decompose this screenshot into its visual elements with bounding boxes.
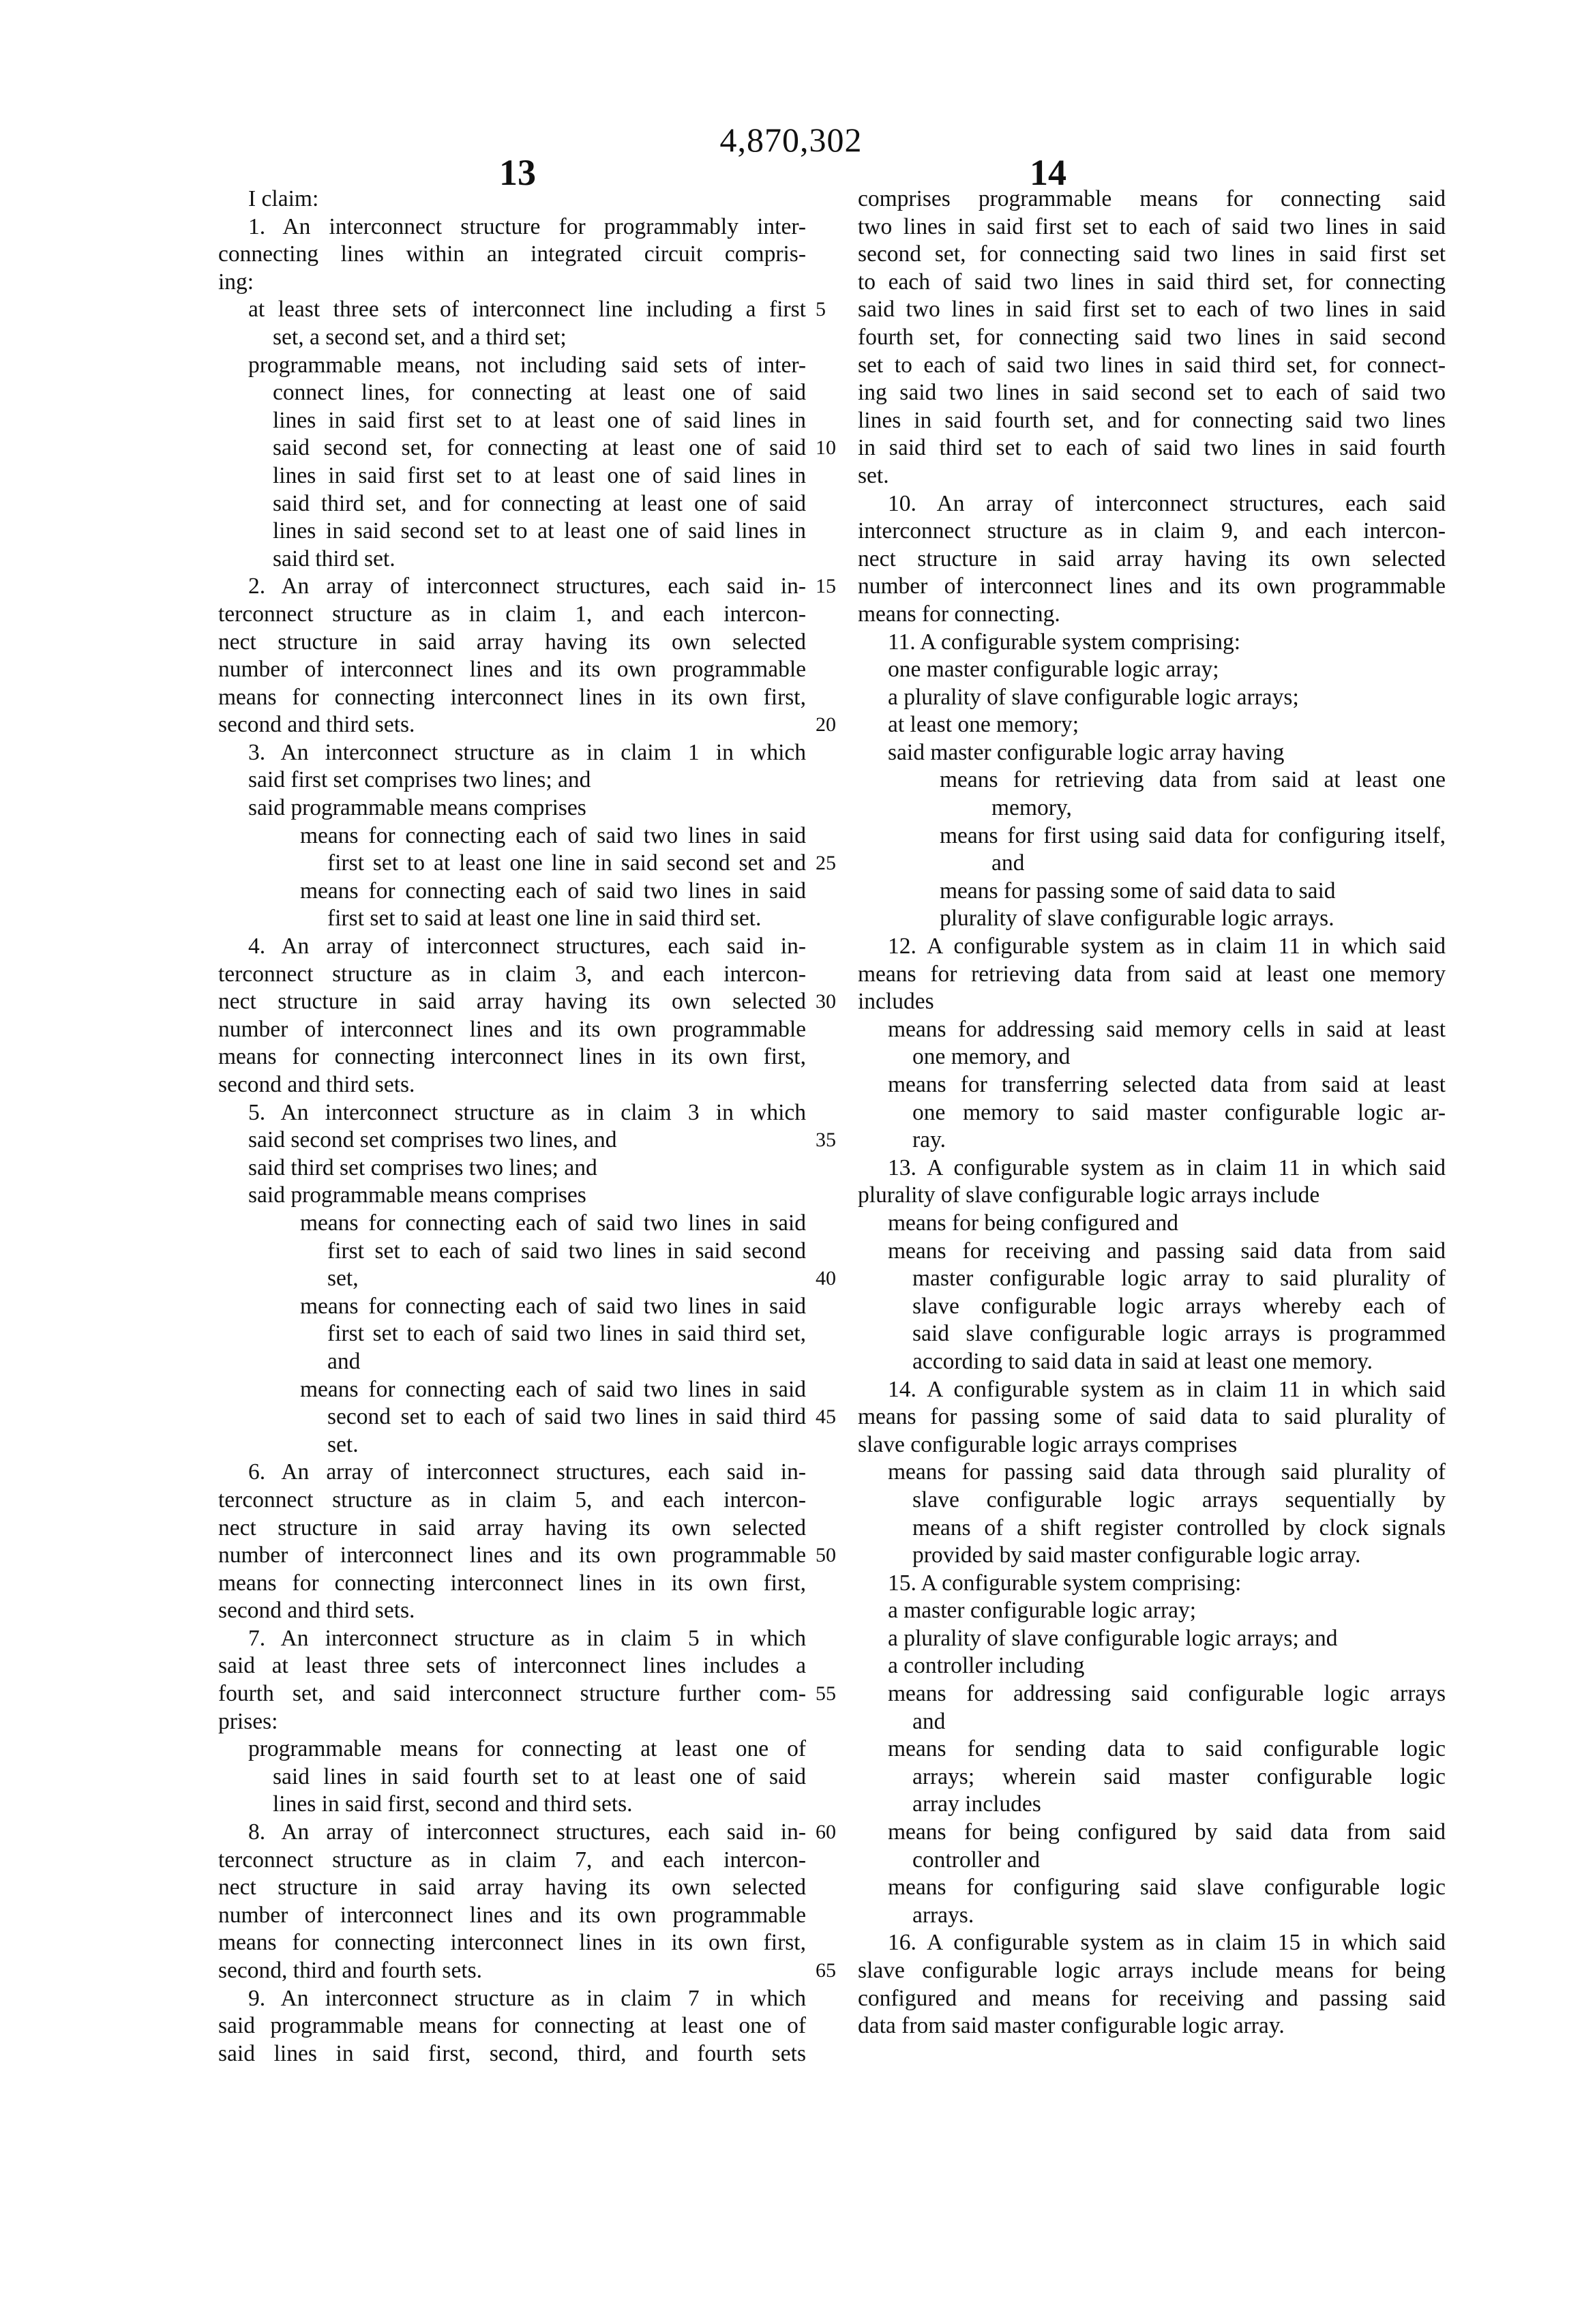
left-claims-column [218,185,806,2068]
text-line: set. [858,462,889,488]
text-line: a controller including [888,1653,1085,1679]
patent-number: 4,870,302 [719,121,863,159]
line-number: 60 [816,1821,836,1844]
text-line: 10. An array of interconnect structures, each said [888,490,1446,516]
text-line: said slave configurable logic arrays is programmed [912,1321,1446,1347]
text-line: 6. An array of interconnect structures, each said in- [248,1459,806,1485]
text-line: lines in said fourth set, and for connecting said two lines [858,407,1446,433]
text-line: 3. An interconnect structure as in claim 1 in which [248,739,806,765]
text-line: second and third sets. [218,1598,415,1624]
text-line: and [991,850,1025,876]
text-line: number of interconnect lines and its own programmable [218,657,806,683]
text-line: terconnect structure as in claim 1, and each intercon- [218,601,806,627]
text-line: interconnect structure as in claim 9, and each intercon- [858,518,1446,544]
text-line: programmable means for connecting at least one of [248,1736,806,1762]
line-number: 25 [816,852,836,875]
text-line: means of a shift register controlled by clock signals [912,1515,1446,1540]
line-number: 30 [816,990,836,1013]
text-line: set to each of said two lines in said third set, for connect- [858,352,1446,378]
text-line: said programmable means comprises [248,1182,586,1208]
text-line: means for first using said data for configuring itself, [940,822,1446,848]
text-line: ing: [218,269,254,295]
text-line: 11. A configurable system comprising: [888,629,1241,655]
text-line: arrays; wherein said master configurable logic [912,1763,1446,1789]
line-number: 55 [816,1682,836,1705]
text-line: 8. An array of interconnect structures, each said in- [248,1819,806,1845]
text-line: means for passing said data through said plurality of [888,1459,1446,1485]
text-line: fourth set, for connecting said two lines in said second [858,324,1446,350]
text-line: a master configurable logic array; [888,1598,1197,1624]
text-line: means for connecting each of said two lines in said [300,1293,806,1319]
text-line: 7. An interconnect structure as in claim 5 in which [248,1625,806,1651]
text-line: slave configurable logic arrays include means for being [858,1958,1446,1983]
text-line: number of interconnect lines and its own programmable [218,1543,806,1568]
text-line: a plurality of slave configurable logic arrays; and [888,1625,1338,1651]
text-line: data from said master configurable logic array. [858,2013,1285,2039]
text-line: said master configurable logic array having [888,739,1285,765]
text-line: one memory, and [912,1044,1071,1070]
text-line: second and third sets. [218,712,415,738]
text-line: plurality of slave configurable logic arrays include [858,1182,1320,1208]
text-line: ing said two lines in said second set to each of said two [858,380,1446,406]
text-line: comprises programmable means for connecting said [858,186,1446,211]
text-line: lines in said first set to at least one of said lines in [273,462,806,488]
text-line: first set to each of said two lines in said third set, [327,1321,806,1347]
right-page-number: 14 [1030,152,1066,193]
text-line: to each of said two lines in said third set, for connecting [858,269,1446,295]
text-line: memory, [991,795,1072,821]
text-line: I claim: [248,186,319,211]
text-line: 12. A configurable system as in claim 11 in which said [888,934,1446,959]
text-line: plurality of slave configurable logic arrays. [940,906,1334,932]
text-line: second and third sets. [218,1072,415,1097]
text-line: means for addressing said configurable logic arrays [888,1681,1446,1707]
text-line: arrays. [912,1902,974,1928]
line-number: 65 [816,1959,836,1982]
text-line: first set to said at least one line in said third set. [327,906,762,932]
text-line: means for connecting interconnect lines in its own first, [218,1930,806,1956]
text-line: set, a second set, and a third set; [273,324,567,350]
text-line: said second set, for connecting at least one of said [273,435,806,461]
text-line: said at least three sets of interconnect lines includes a [218,1653,806,1679]
text-line: said third set. [273,546,395,571]
text-line: said programmable means for connecting at least one of [218,2013,806,2039]
text-line: second set to each of said two lines in said third [327,1404,806,1430]
line-number: 45 [816,1405,836,1429]
text-line: includes [858,989,934,1015]
text-line: first set to at least one line in said second set and [327,850,806,876]
text-line: number of interconnect lines and its own programmable [218,1902,806,1928]
text-line: ray. [912,1127,946,1153]
line-number: 10 [816,436,836,460]
text-line: said third set comprises two lines; and [248,1154,597,1180]
text-line: a plurality of slave configurable logic arrays; [888,684,1299,710]
text-line: means for sending data to said configurable logic [888,1736,1446,1762]
text-line: means for retrieving data from said at least one [940,767,1446,793]
text-line: at least one memory; [888,712,1079,738]
text-line: set. [327,1431,359,1457]
line-number: 40 [816,1267,836,1290]
text-line: means for connecting. [858,601,1060,627]
text-line: set, [327,1266,359,1292]
text-line: said two lines in said first set to each of two lines in said [858,297,1446,323]
text-line: configured and means for receiving and passing said [858,1985,1446,2011]
text-line: terconnect structure as in claim 3, and each intercon- [218,961,806,987]
text-line: and [327,1348,361,1374]
text-line: said second set comprises two lines, and [248,1127,617,1153]
text-line: means for configuring said slave configurable logic [888,1875,1446,1901]
text-line: said lines in said first, second, third, and fourth sets [218,2040,806,2066]
text-line: and [912,1708,946,1734]
text-line: means for addressing said memory cells in said at least [888,1016,1446,1042]
text-line: means for passing some of said data to said [940,878,1336,904]
text-line: slave configurable logic arrays whereby each of [912,1293,1446,1319]
text-line: nect structure in said array having its own selected [858,546,1446,571]
text-line: connect lines, for connecting at least one of said [273,380,806,406]
text-line: said first set comprises two lines; and [248,767,591,793]
text-line: lines in said second set to at least one of said lines in [273,518,806,544]
text-line: nect structure in said array having its own selected [218,629,806,655]
text-line: 4. An array of interconnect structures, each said in- [248,934,806,959]
text-line: said lines in said fourth set to at least one of said [273,1763,806,1789]
text-line: first set to each of said two lines in said second [327,1238,806,1264]
text-line: means for connecting each of said two lines in said [300,822,806,848]
text-line: array includes [912,1791,1041,1817]
text-line: 16. A configurable system as in claim 15 in which said [888,1930,1446,1956]
text-line: number of interconnect lines and its own programmable [218,1016,806,1042]
text-line: connecting lines within an integrated circuit compris- [218,241,806,267]
text-line: means for connecting each of said two lines in said [300,1376,806,1402]
text-line: nect structure in said array having its own selected [218,1515,806,1540]
text-line: slave configurable logic arrays sequentially by [912,1487,1446,1513]
text-line: means for passing some of said data to said plurality of [858,1404,1446,1430]
text-line: 13. A configurable system as in claim 11 in which said [888,1154,1446,1180]
text-line: terconnect structure as in claim 5, and each intercon- [218,1487,806,1513]
left-page-number: 13 [499,152,536,193]
text-line: 14. A configurable system as in claim 11 in which said [888,1376,1446,1402]
text-line: fourth set, and said interconnect structure further com- [218,1681,806,1707]
text-line: 9. An interconnect structure as in claim 7 in which [248,1985,806,2011]
text-line: 2. An array of interconnect structures, each said in- [248,573,806,599]
text-line: lines in said first, second and third sets. [273,1791,633,1817]
text-line: number of interconnect lines and its own programmable [858,573,1446,599]
text-line: means for being configured by said data from said [888,1819,1446,1845]
text-line: lines in said first set to at least one of said lines in [273,407,806,433]
text-line: at least three sets of interconnect line including a first [248,297,806,323]
text-line: terconnect structure as in claim 7, and each intercon- [218,1847,806,1873]
text-line: one memory to said master configurable logic ar- [912,1099,1446,1125]
text-line: means for retrieving data from said at least one memory [858,961,1446,987]
text-line: 15. A configurable system comprising: [888,1570,1242,1596]
text-line: 5. An interconnect structure as in claim 3 in which [248,1099,806,1125]
line-number: 50 [816,1544,836,1567]
line-number: 5 [816,298,826,321]
text-line: controller and [912,1847,1040,1873]
line-number: 20 [816,713,836,736]
text-line: one master configurable logic array; [888,657,1219,683]
text-line: master configurable logic array to said plurality of [912,1266,1446,1292]
text-line: programmable means, not including said sets of inter- [248,352,806,378]
text-line: second set, for connecting said two lines in said first set [858,241,1446,267]
text-line: means for connecting interconnect lines in its own first, [218,1044,806,1070]
text-line: second, third and fourth sets. [218,1958,483,1983]
line-number: 15 [816,575,836,598]
text-line: means for connecting each of said two lines in said [300,878,806,904]
text-line: prises: [218,1708,278,1734]
text-line: means for connecting each of said two lines in said [300,1210,806,1236]
text-line: said third set, and for connecting at least one of said [273,490,806,516]
text-line: means for transferring selected data from said at least [888,1072,1446,1097]
text-line: nect structure in said array having its own selected [218,1875,806,1901]
right-claims-column [858,185,1446,2040]
text-line: according to said data in said at least one memory. [912,1348,1373,1374]
text-line: nect structure in said array having its own selected [218,989,806,1015]
text-line: in said third set to each of said two lines in said fourth [858,435,1446,461]
text-line: means for connecting interconnect lines in its own first, [218,684,806,710]
line-number: 35 [816,1129,836,1152]
text-line: means for connecting interconnect lines in its own first, [218,1570,806,1596]
text-line: said programmable means comprises [248,795,586,821]
text-line: two lines in said first set to each of said two lines in said [858,213,1446,239]
text-line: 1. An interconnect structure for programmably inter- [248,213,806,239]
text-line: means for being configured and [888,1210,1179,1236]
text-line: means for receiving and passing said data from said [888,1238,1446,1264]
text-line: slave configurable logic arrays comprises [858,1431,1238,1457]
text-line: provided by said master configurable logic array. [912,1543,1361,1568]
